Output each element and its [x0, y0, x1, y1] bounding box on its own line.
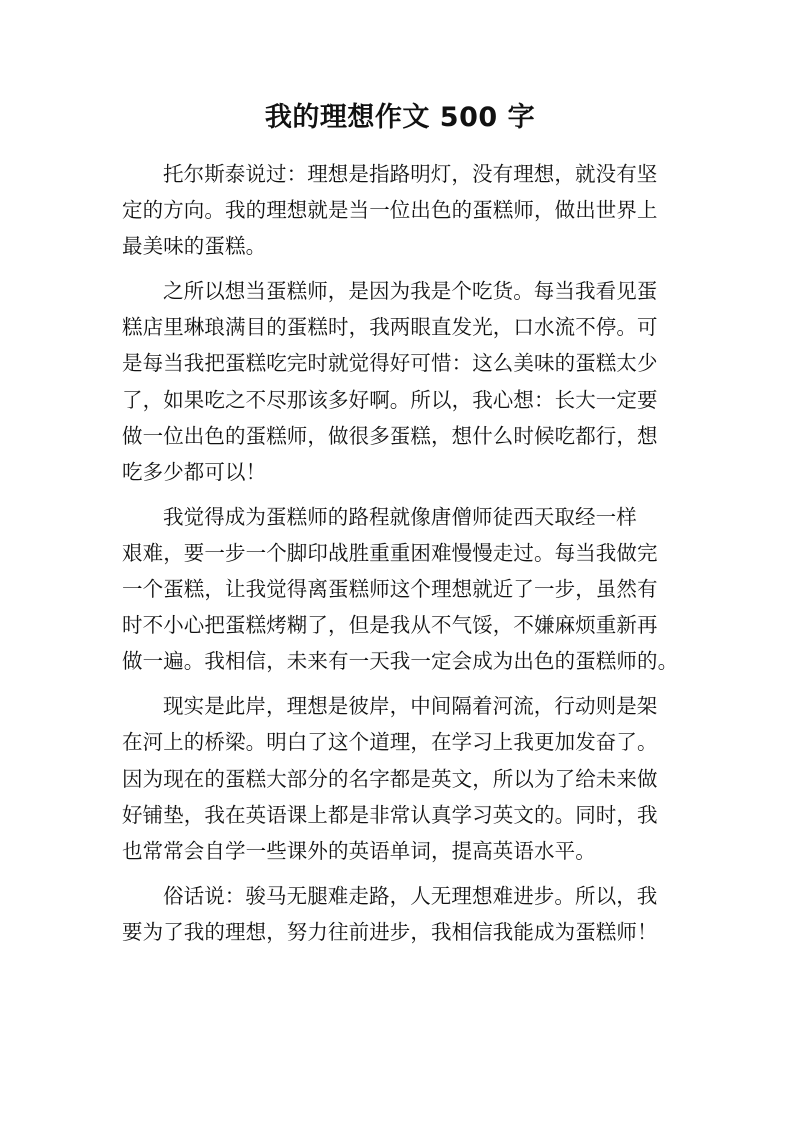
text-line: 是每当我把蛋糕吃完时就觉得好可惜：这么美味的蛋糕太少 — [122, 351, 658, 376]
text-line: 一个蛋糕，让我觉得离蛋糕师这个理想就近了一步，虽然有 — [122, 577, 658, 602]
document-body — [122, 156, 680, 950]
text-line: 糕店里琳琅满目的蛋糕时，我两眼直发光，口水流不停。可 — [122, 315, 658, 340]
text-line: 也常常会自学一些课外的英语单词，提高英语水平。 — [122, 838, 596, 863]
text-line: 做一遍。我相信，未来有一天我一定会成为出色的蛋糕师的。 — [122, 649, 679, 674]
text-line: 因为现在的蛋糕大部分的名字都是英文，所以为了给未来做 — [122, 766, 658, 791]
text-line: 要为了我的理想，努力往前进步，我相信我能成为蛋糕师！ — [122, 919, 658, 944]
text-line: 好铺垫，我在英语课上都是非常认真学习英文的。同时，我 — [122, 802, 658, 827]
text-line: 定的方向。我的理想就是当一位出色的蛋糕师，做出世界上 — [122, 198, 658, 223]
text-line: 之所以想当蛋糕师，是因为我是个吃货。每当我看见蛋 — [163, 279, 658, 304]
text-line: 我觉得成为蛋糕师的路程就像唐僧师徒西天取经一样 — [163, 504, 637, 529]
paragraph — [122, 156, 680, 264]
text-line: 做一位出色的蛋糕师，做很多蛋糕，想什么时候吃都行，想 — [122, 423, 658, 448]
text-line: 了，如果吃之不尽那该多好啊。所以，我心想：长大一定要 — [122, 387, 658, 412]
text-line: 最美味的蛋糕。 — [122, 234, 267, 259]
text-line: 在河上的桥梁。明白了这个道理，在学习上我更加发奋了。 — [122, 730, 658, 755]
paragraph — [122, 499, 680, 679]
paragraph — [122, 688, 680, 868]
text-line: 吃多少都可以！ — [122, 459, 267, 484]
paragraph — [122, 273, 680, 490]
paragraph — [122, 878, 680, 950]
text-line: 艰难，要一步一个脚印战胜重重困难慢慢走过。每当我做完 — [122, 540, 658, 565]
text-line: 俗话说：骏马无腿难走路，人无理想难进步。所以，我 — [163, 883, 658, 908]
text-line: 时不小心把蛋糕烤糊了，但是我从不气馁，不嫌麻烦重新再 — [122, 613, 658, 638]
text-line: 现实是此岸，理想是彼岸，中间隔着河流，行动则是架 — [163, 694, 658, 719]
document-title: 我的理想作文 500 字 — [264, 102, 536, 133]
text-line: 托尔斯泰说过：理想是指路明灯，没有理想，就没有坚 — [163, 162, 658, 186]
